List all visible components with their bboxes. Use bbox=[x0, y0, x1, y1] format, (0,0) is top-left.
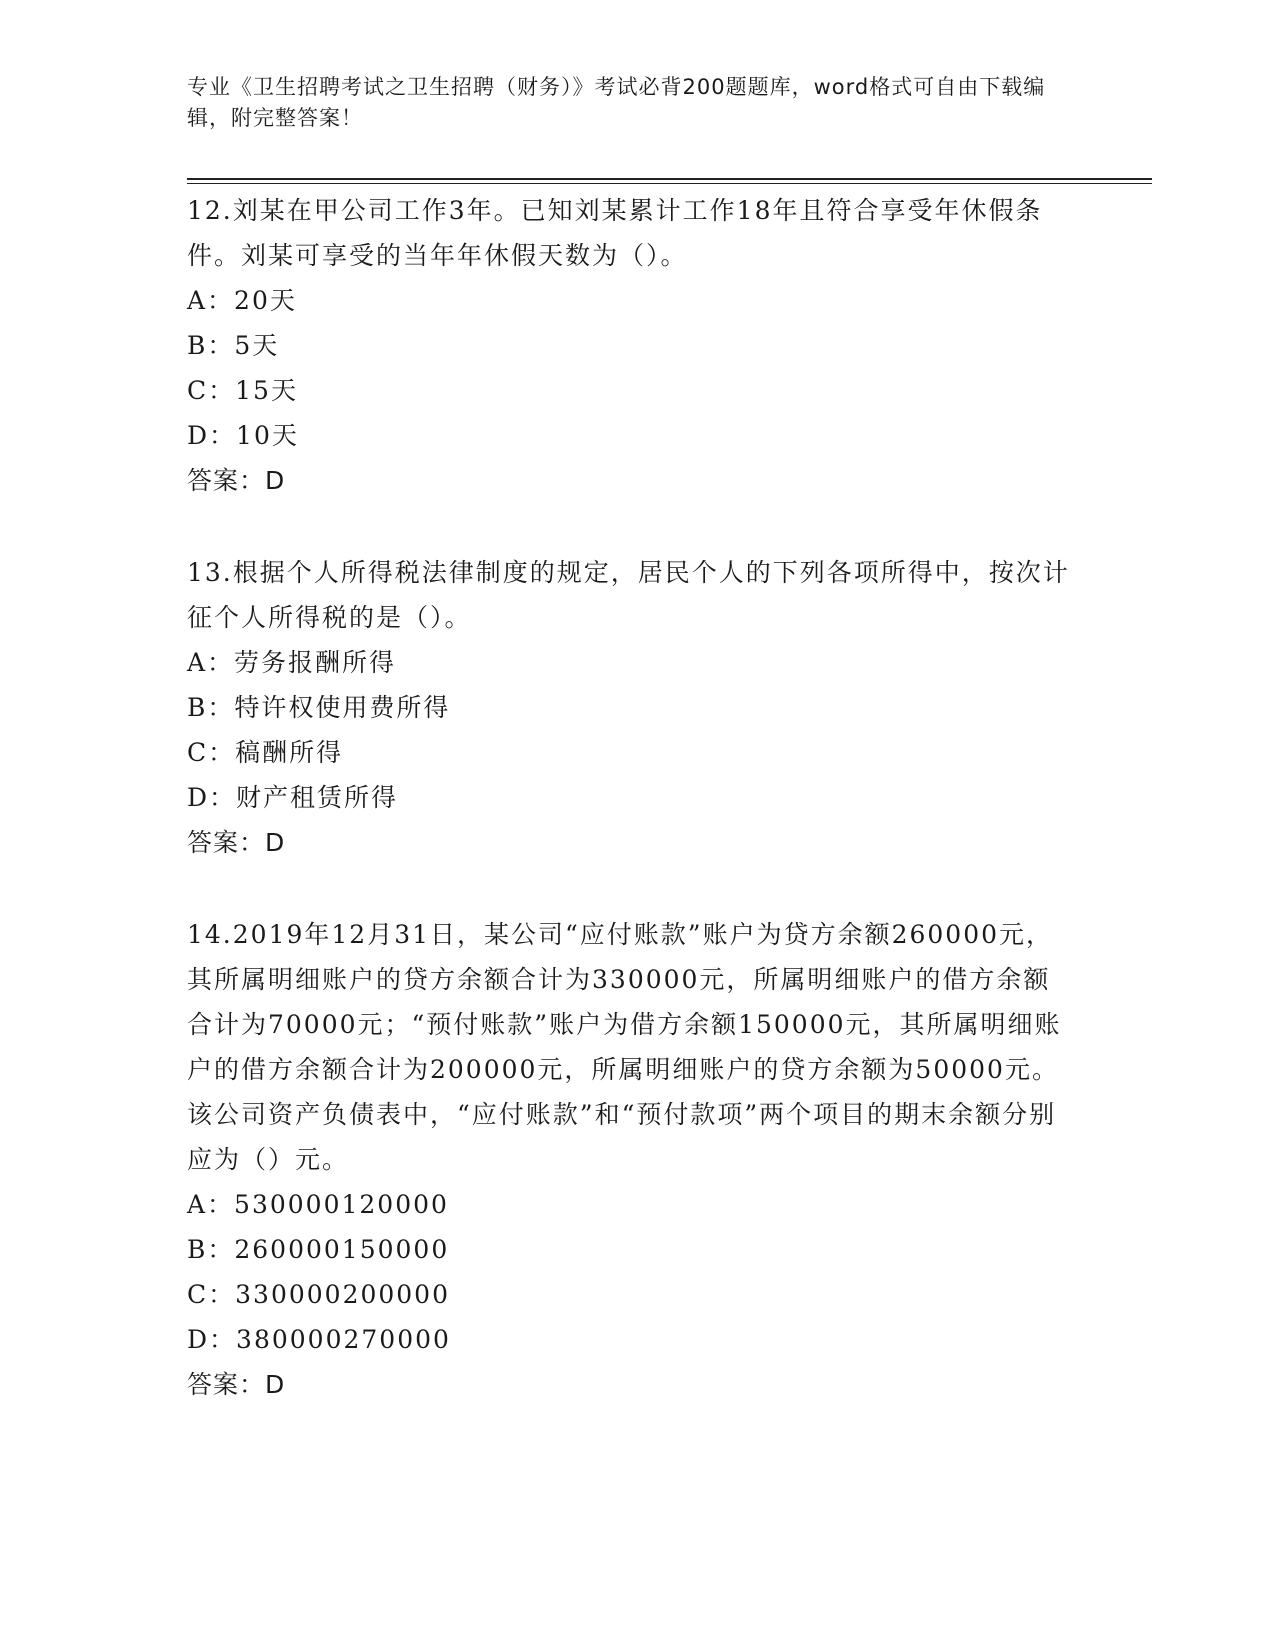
option-c: C：330000200000 bbox=[187, 1280, 450, 1309]
option-d: D：10天 bbox=[187, 421, 299, 450]
option-b: B：5天 bbox=[187, 331, 280, 360]
option-b: B：260000150000 bbox=[187, 1235, 450, 1264]
option-b: B：特许权使用费所得 bbox=[187, 693, 451, 722]
option-c: C：15天 bbox=[187, 376, 298, 405]
question-14 bbox=[187, 912, 1077, 1407]
question-13 bbox=[187, 550, 1077, 865]
question-text: 13.根据个人所得税法律制度的规定，居民个人的下列各项所得中，按次计征个人所得税的是（）。 bbox=[187, 558, 1070, 632]
option-a: A：劳务报酬所得 bbox=[187, 648, 397, 677]
document-intro: 专业《卫生招聘考试之卫生招聘（财务）》考试必背200题题库，word格式可自由下载编辑，附完整答案！ bbox=[187, 75, 1046, 130]
question-text: 12.刘某在甲公司工作3年。已知刘某累计工作18年且符合享受年休假条件。刘某可享受的当年年休假天数为（）。 bbox=[187, 196, 1043, 270]
option-a: A：20天 bbox=[187, 286, 297, 315]
answer-line: 答案：D bbox=[187, 1370, 286, 1399]
answer-line: 答案：D bbox=[187, 828, 286, 857]
question-text: 14.2019年12月31日，某公司“应付账款”账户为贷方余额260000元，其所属明细账户的贷方余额合计为330000元，所属明细账户的借方余额合计为70000元；“预付账款”账户为借方余额150000元，其所属明细账户的借方余额合计为200000元，所属明细账户的贷方余额为50000元。该公司资产负债表中，“应付账款”和“预付款项”两个项目的期末余额分别应为（）元。 bbox=[187, 920, 1062, 1174]
header-divider-thin bbox=[187, 183, 1152, 184]
question-12 bbox=[187, 188, 1077, 503]
option-a: A：530000120000 bbox=[187, 1190, 449, 1219]
header-divider-thick bbox=[187, 178, 1152, 180]
option-c: C：稿酬所得 bbox=[187, 738, 344, 767]
answer-line: 答案：D bbox=[187, 466, 286, 495]
option-d: D：380000270000 bbox=[187, 1325, 451, 1354]
option-d: D：财产租赁所得 bbox=[187, 783, 399, 812]
